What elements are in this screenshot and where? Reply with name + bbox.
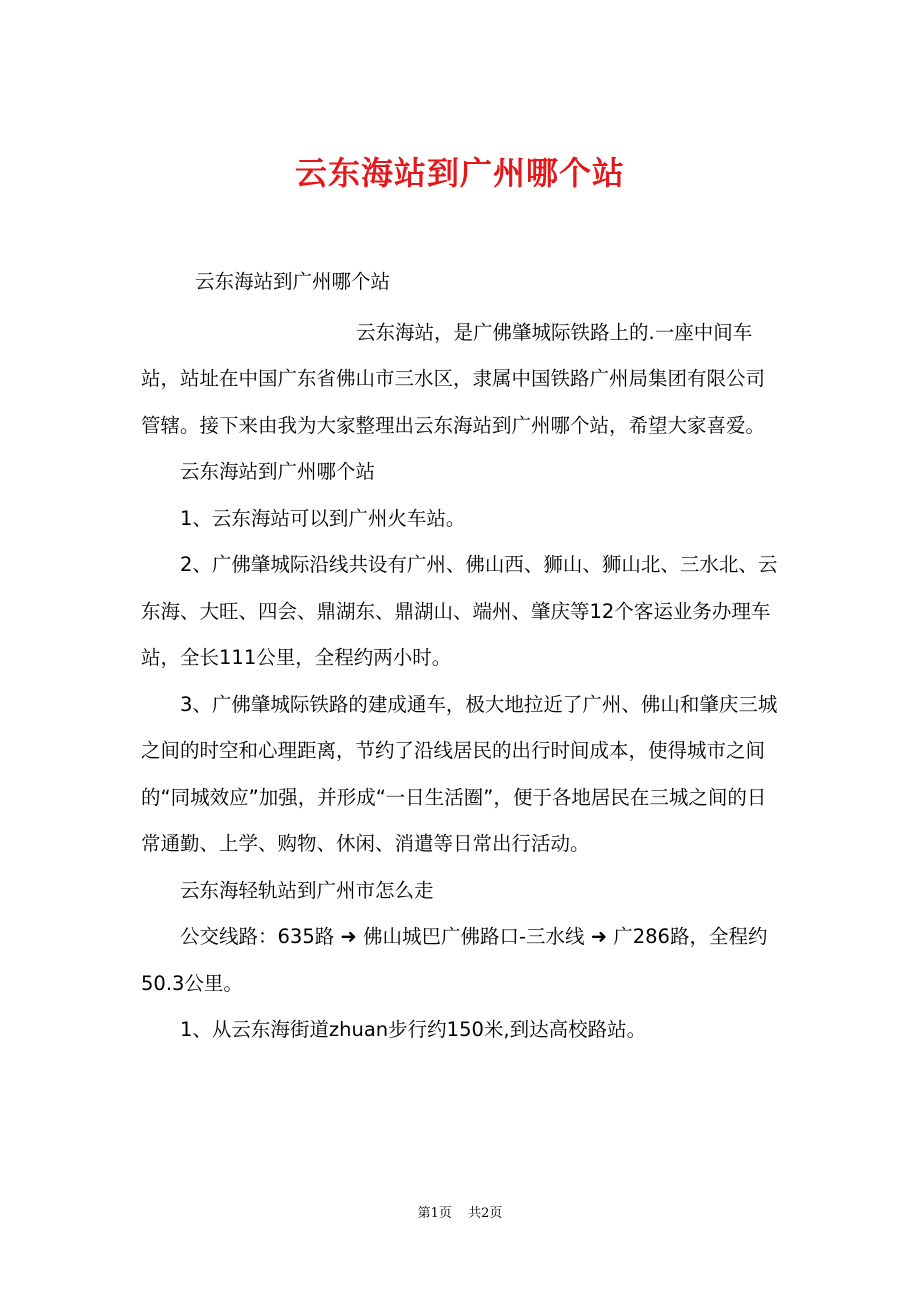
bus-route-paragraph: 公交线路：635路 ➜ 佛山城巴广佛路口-三水线 ➜ 广286路，全程约50.3公里。 bbox=[141, 925, 768, 995]
paragraph-item-1: 1、云东海站可以到广州火车站。 bbox=[180, 506, 466, 530]
section-heading-route: 云东海轻轨站到广州市怎么走 bbox=[180, 878, 434, 902]
document-title: 云东海站到广州哪个站 bbox=[294, 154, 625, 193]
intro-heading: 云东海站到广州哪个站 bbox=[195, 270, 391, 293]
page-total: 共2页 bbox=[468, 1206, 503, 1221]
paragraph-item-3: 3、广佛肇城际铁路的建成通车，极大地拉近了广州、佛山和肇庆三城之间的时空和心理距离，节约了沿线居民的出行时间成本，使得城市之间的“同城效应”加强，并形成“一日生活圈”，便于各地居民在三城之间的日常通勤、上学、购物、休闲、消遣等日常出行活动。 bbox=[141, 692, 778, 855]
route-step-1: 1、从云东海街道zhuan步行约150米,到达高校路站。 bbox=[180, 1018, 647, 1041]
page-number: 第1页 bbox=[417, 1206, 452, 1221]
section-heading-station: 云东海站到广州哪个站 bbox=[180, 460, 376, 483]
paragraph-item-2: 2、广佛肇城际沿线共设有广州、佛山西、狮山、狮山北、三水北、云东海、大旺、四会、鼎湖东、鼎湖山、端州、肇庆等12个客运业务办理车站，全长111公里，全程约两小时。 bbox=[141, 553, 778, 669]
document-body bbox=[141, 259, 781, 1054]
page-footer bbox=[0, 1204, 920, 1224]
intro-paragraph: 云东海站，是广佛肇城际铁路上的.一座中间车站，站址在中国广东省佛山市三水区，隶属中国铁路广州局集团有限公司管辖。接下来由我为大家整理出云东海站到广州哪个站，希望大家喜爱。 bbox=[141, 320, 766, 437]
